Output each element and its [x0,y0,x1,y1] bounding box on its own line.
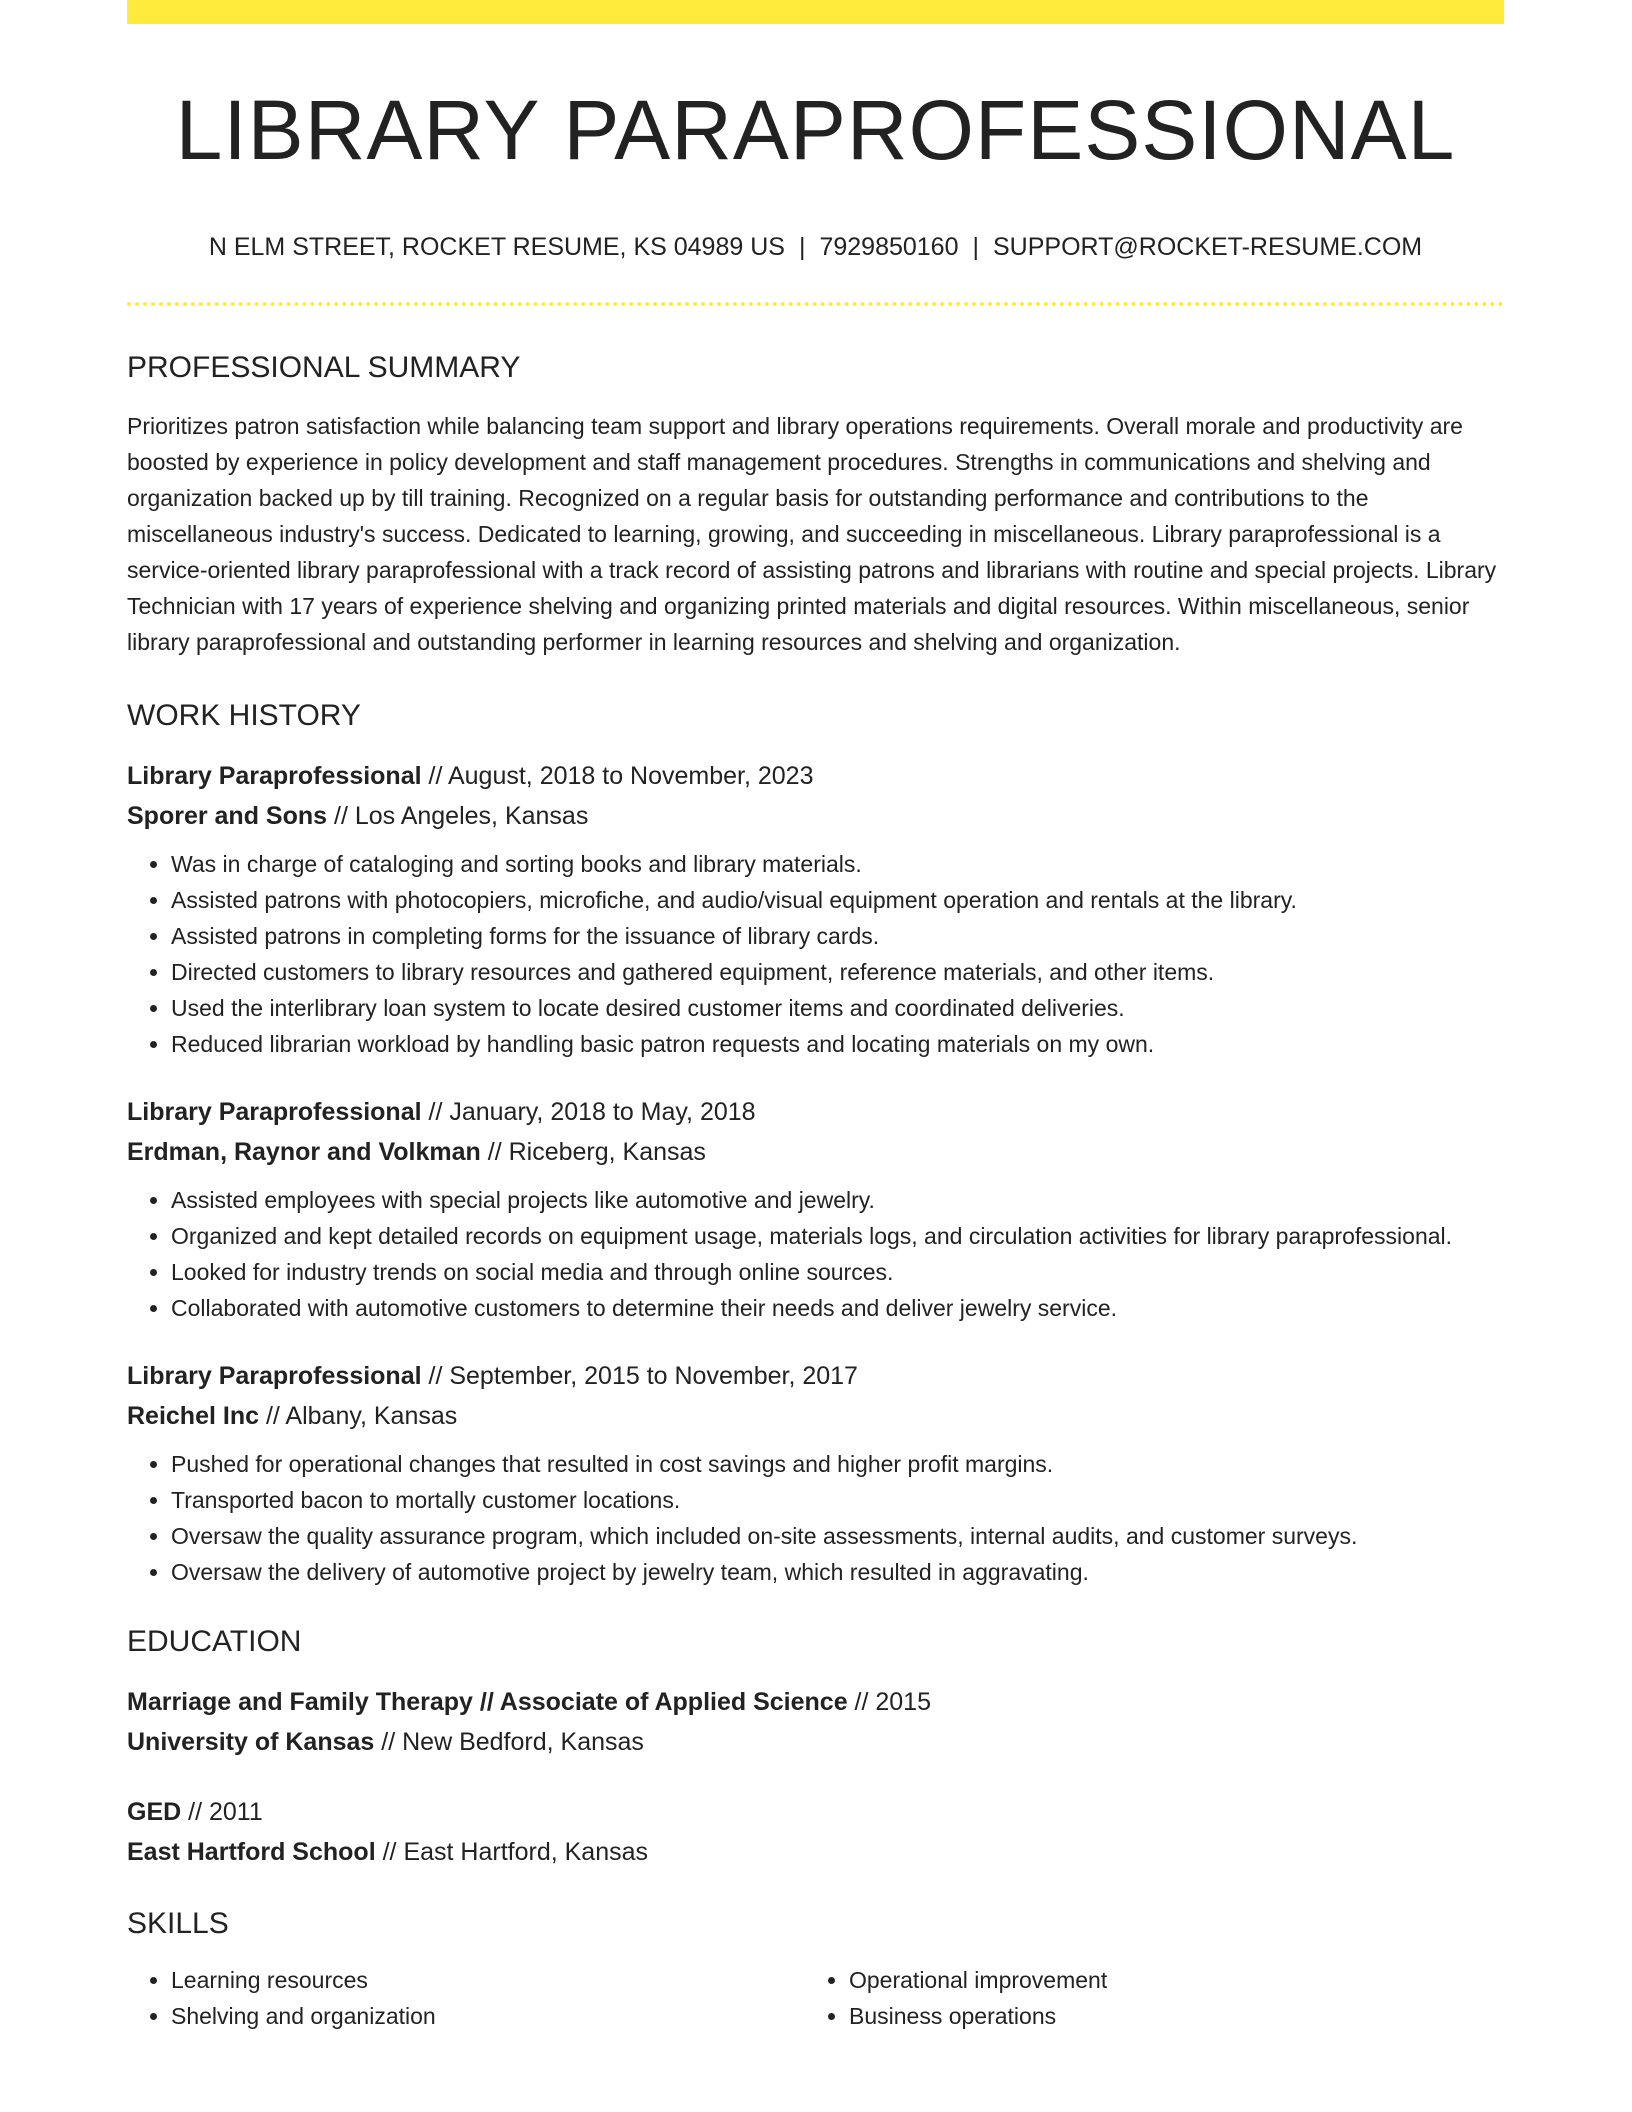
skill-item: • Shelving and organization [171,1998,805,2034]
job-dates: // August, 2018 to November, 2023 [421,762,814,791]
job-title-line [127,1356,1504,1396]
job-location: // Riceberg, Kansas [480,1138,706,1167]
job-role: Library Paraprofessional [127,1362,422,1391]
job-bullet: • Pushed for operational changes that resulted in cost savings and higher profit margins. [171,1446,1504,1482]
job-role: Library Paraprofessional [127,762,422,791]
job-bullet: • Assisted employees with special projects like automotive and jewelry. [171,1182,1504,1218]
job-bullet: • Transported bacon to mortally customer locations. [171,1482,1504,1518]
education-location: // East Hartford, Kansas [375,1838,648,1867]
job-bullet: • Directed customers to library resources and gathered equipment, reference materials, and other items. [171,954,1504,990]
contact-line [127,232,1504,262]
job-employer: Sporer and Sons [127,802,328,831]
education-school: East Hartford School [127,1838,376,1867]
top-accent-bar [127,0,1504,24]
job-location: // Los Angeles, Kansas [327,802,589,831]
education-entry [127,1792,1504,1872]
education-location: // New Bedford, Kansas [374,1728,644,1757]
skills-column-left [127,1962,805,2034]
job-role: Library Paraprofessional [127,1098,422,1127]
education-year: // 2011 [181,1798,263,1827]
job-title-line [127,756,1504,796]
job-employer-line [127,796,1504,836]
email: SUPPORT@ROCKET-RESUME.COM [993,233,1423,262]
job-bullet: • Looked for industry trends on social media and through online sources. [171,1254,1504,1290]
skills-column-right [805,1962,1483,2034]
job-employer-line [127,1132,1504,1172]
job-dates: // January, 2018 to May, 2018 [421,1098,756,1127]
skills-heading: SKILLS [127,1907,229,1941]
skill-item: • Business operations [849,1998,1483,2034]
job-employer: Reichel Inc [127,1402,259,1431]
education-entry [127,1682,1504,1762]
education-year: // 2015 [847,1688,931,1717]
skills-list [127,1962,805,2034]
skills-grid [127,1962,1504,2034]
dotted-divider [127,302,1504,306]
job-bullets [127,846,1504,1062]
education-heading: EDUCATION [127,1625,302,1659]
resume-page [127,0,1504,2034]
job-dates: // September, 2015 to November, 2017 [421,1362,858,1391]
skills-list [805,1962,1483,2034]
job-bullet: • Assisted patrons in completing forms for the issuance of library cards. [171,918,1504,954]
job-entry [127,756,1504,1062]
job-bullet: • Reduced librarian workload by handling basic patron requests and locating materials on my own. [171,1026,1504,1062]
education-degree: GED [127,1798,182,1827]
education-degree-line [127,1792,1504,1832]
job-bullet: • Oversaw the delivery of automotive project by jewelry team, which resulted in aggravating. [171,1554,1504,1590]
job-entry [127,1092,1504,1326]
work-history-heading: WORK HISTORY [127,699,361,733]
job-bullet: • Oversaw the quality assurance program, which included on-site assessments, internal audits, and customer surveys. [171,1518,1504,1554]
job-title-line [127,1092,1504,1132]
contact-separator: | [972,233,979,262]
job-employer-line [127,1396,1504,1436]
education-degree: Marriage and Family Therapy // Associate of Applied Science [127,1688,848,1717]
phone: 7929850160 [819,233,959,262]
job-bullets [127,1446,1504,1590]
skill-item: • Operational improvement [849,1962,1483,1998]
job-employer: Erdman, Raynor and Volkman [127,1138,481,1167]
job-bullet: • Assisted patrons with photocopiers, microfiche, and audio/visual equipment operation and rentals at the library. [171,882,1504,918]
summary-text: Prioritizes patron satisfaction while balancing team support and library operations requirements. Overall morale and productivity are boosted by experience in policy development and staff management procedures. Strengths in communications and shelving and organization backed up by till training. Recognized on a regular basis for outstanding performance and contributions to the miscellaneous industry's success. Dedicated to learning, growing, and succeeding in miscellaneous. Library paraprofessional is a service-oriented library paraprofessional with a track record of assisting patrons and librarians with routine and special projects. Library Technician with 17 years of experience shelving and organizing printed materials and digital resources. Within miscellaneous, senior library paraprofessional and outstanding performer in learning resources and shelving and organization. [127,413,1497,656]
job-bullet: • Organized and kept detailed records on equipment usage, materials logs, and circulation activities for library paraprofessional. [171,1218,1504,1254]
education-degree-line [127,1682,1504,1722]
skill-item: • Learning resources [171,1962,805,1998]
address: N ELM STREET, ROCKET RESUME, KS 04989 US [208,233,785,262]
education-school: University of Kansas [127,1728,375,1757]
job-location: // Albany, Kansas [259,1402,458,1431]
job-bullet: • Used the interlibrary loan system to locate desired customer items and coordinated deliveries. [171,990,1504,1026]
contact-separator: | [798,233,806,262]
summary-heading: PROFESSIONAL SUMMARY [127,351,521,385]
job-bullet: • Was in charge of cataloging and sorting books and library materials. [171,846,1504,882]
education-school-line [127,1722,1504,1762]
resume-name: LIBRARY PARAPROFESSIONAL [175,83,1456,177]
job-bullets [127,1182,1504,1326]
job-bullet: • Collaborated with automotive customers to determine their needs and deliver jewelry service. [171,1290,1504,1326]
job-entry [127,1356,1504,1590]
education-school-line [127,1832,1504,1872]
